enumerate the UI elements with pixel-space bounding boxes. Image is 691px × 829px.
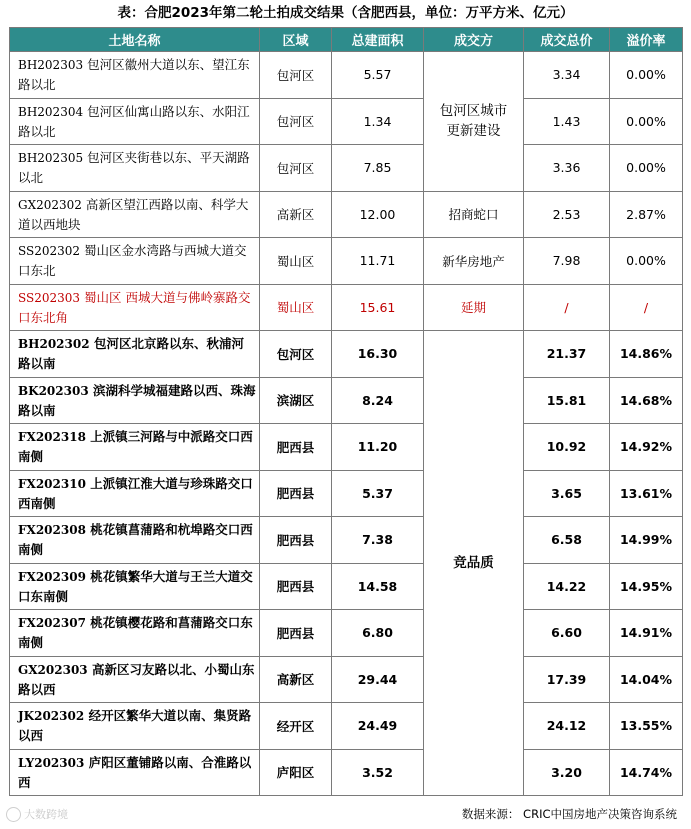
area-cell: 6.80 <box>332 610 424 657</box>
land-code: FX202308 <box>18 523 86 538</box>
land-name-cell <box>10 563 260 610</box>
premium-cell: 14.91% <box>610 610 683 657</box>
area-cell: 5.57 <box>332 52 424 99</box>
price-cell: 2.53 <box>524 191 610 238</box>
header-premium: 溢价率 <box>610 28 683 52</box>
area-cell: 7.38 <box>332 517 424 564</box>
header-district: 区域 <box>260 28 332 52</box>
header-price: 成交总价 <box>524 28 610 52</box>
land-name-cell <box>10 284 260 331</box>
land-code: BK202303 <box>18 383 89 398</box>
buyer-cell: 新华房地产 <box>424 238 524 285</box>
land-code: FX202307 <box>18 616 86 631</box>
land-name-cell <box>10 656 260 703</box>
price-cell: 10.92 <box>524 424 610 471</box>
area-cell: 8.24 <box>332 377 424 424</box>
area-cell: 14.58 <box>332 563 424 610</box>
area-cell: 3.52 <box>332 749 424 796</box>
land-code: LY202303 <box>18 755 85 770</box>
land-code: SS202302 <box>18 244 81 259</box>
price-cell: 1.43 <box>524 98 610 145</box>
premium-cell: 13.55% <box>610 703 683 750</box>
premium-cell: 14.95% <box>610 563 683 610</box>
land-code: JK202302 <box>18 709 85 724</box>
district-cell: 高新区 <box>260 656 332 703</box>
district-cell: 包河区 <box>260 98 332 145</box>
header-area: 总建面积 <box>332 28 424 52</box>
land-code: GX202303 <box>18 662 88 677</box>
premium-cell: 13.61% <box>610 470 683 517</box>
district-cell: 肥西县 <box>260 563 332 610</box>
district-cell: 包河区 <box>260 52 332 99</box>
land-name-cell <box>10 331 260 378</box>
price-cell: / <box>524 284 610 331</box>
table-row <box>10 703 683 750</box>
area-cell: 16.30 <box>332 331 424 378</box>
price-cell: 15.81 <box>524 377 610 424</box>
price-cell: 7.98 <box>524 238 610 285</box>
area-cell: 24.49 <box>332 703 424 750</box>
premium-cell: / <box>610 284 683 331</box>
district-cell: 肥西县 <box>260 470 332 517</box>
land-code: FX202309 <box>18 569 86 584</box>
area-cell: 29.44 <box>332 656 424 703</box>
header-land: 土地名称 <box>10 28 260 52</box>
area-cell: 15.61 <box>332 284 424 331</box>
premium-cell: 14.68% <box>610 377 683 424</box>
land-name: 包河区北京路以东、秋浦河路以南 <box>18 336 244 372</box>
price-cell: 3.36 <box>524 145 610 192</box>
land-name: 包河区徽州大道以东、望江东路以北 <box>18 57 250 93</box>
land-name: 高新区习友路以北、小蜀山东路以西 <box>18 661 255 697</box>
land-name: 蜀山区 西城大道与佛岭寨路交口东北角 <box>18 289 251 325</box>
district-cell: 肥西县 <box>260 424 332 471</box>
district-cell: 蜀山区 <box>260 238 332 285</box>
land-code: GX202302 <box>18 197 82 212</box>
header-buyer: 成交方 <box>424 28 524 52</box>
header-row <box>10 28 683 52</box>
district-cell: 包河区 <box>260 331 332 378</box>
land-code: BH202303 <box>18 58 84 73</box>
area-cell: 1.34 <box>332 98 424 145</box>
land-name-cell <box>10 703 260 750</box>
price-cell: 6.60 <box>524 610 610 657</box>
district-cell: 肥西县 <box>260 610 332 657</box>
table-row-postponed <box>10 284 683 331</box>
district-cell: 包河区 <box>260 145 332 192</box>
premium-cell: 14.04% <box>610 656 683 703</box>
table-row <box>10 517 683 564</box>
price-cell: 6.58 <box>524 517 610 564</box>
premium-cell: 14.74% <box>610 749 683 796</box>
price-cell: 24.12 <box>524 703 610 750</box>
land-name-cell <box>10 610 260 657</box>
land-name: 高新区望江西路以南、科学大道以西地块 <box>18 196 249 232</box>
land-name: 桃花镇繁华大道与王兰大道交口东南侧 <box>18 568 253 604</box>
area-cell: 5.37 <box>332 470 424 517</box>
premium-cell: 2.87% <box>610 191 683 238</box>
premium-cell: 0.00% <box>610 52 683 99</box>
land-name-cell <box>10 145 260 192</box>
land-name: 上派镇三河路与中派路交口西南侧 <box>18 429 253 465</box>
district-cell: 高新区 <box>260 191 332 238</box>
table-row <box>10 238 683 285</box>
premium-cell: 0.00% <box>610 145 683 192</box>
table-row <box>10 191 683 238</box>
footer <box>0 800 691 829</box>
premium-cell: 14.92% <box>610 424 683 471</box>
watermark <box>6 806 68 822</box>
table-row <box>10 424 683 471</box>
district-cell: 经开区 <box>260 703 332 750</box>
buyer-cell: 招商蛇口 <box>424 191 524 238</box>
table-row <box>10 145 683 192</box>
premium-cell: 14.86% <box>610 331 683 378</box>
table-row <box>10 610 683 657</box>
buyer-cell-baohe-group: 包河区城市更新建设 <box>424 52 524 192</box>
area-cell: 7.85 <box>332 145 424 192</box>
price-cell: 17.39 <box>524 656 610 703</box>
land-name-cell <box>10 749 260 796</box>
premium-cell: 0.00% <box>610 238 683 285</box>
table-row <box>10 52 683 99</box>
land-name-cell <box>10 424 260 471</box>
land-name: 滨湖科学城福建路以西、珠海路以南 <box>18 382 256 418</box>
table-row <box>10 331 683 378</box>
land-code: BH202302 <box>18 337 90 352</box>
land-name: 桃花镇菖蒲路和杭埠路交口西南侧 <box>18 522 253 558</box>
land-name-cell <box>10 377 260 424</box>
table-row <box>10 377 683 424</box>
price-cell: 3.65 <box>524 470 610 517</box>
land-name-cell <box>10 191 260 238</box>
land-name: 蜀山区金水湾路与西城大道交口东北 <box>18 243 247 279</box>
land-name: 经开区繁华大道以南、集贤路以西 <box>18 708 252 744</box>
land-name-cell <box>10 470 260 517</box>
table-row <box>10 98 683 145</box>
land-name-cell <box>10 517 260 564</box>
land-name: 包河区仙寓山路以东、水阳江路以北 <box>18 103 250 139</box>
land-code: BH202304 <box>18 104 84 119</box>
table-row <box>10 470 683 517</box>
table-row <box>10 563 683 610</box>
land-code: FX202318 <box>18 430 86 445</box>
area-cell: 11.20 <box>332 424 424 471</box>
land-name: 上派镇江淮大道与珍珠路交口西南侧 <box>18 475 253 511</box>
land-code: SS202303 <box>18 290 81 305</box>
land-name-cell <box>10 238 260 285</box>
land-code: BH202305 <box>18 151 84 166</box>
watermark-logo-icon <box>6 807 21 822</box>
data-source: 数据来源： CRIC中国房地产决策咨询系统 <box>461 807 677 821</box>
land-name: 庐阳区董铺路以南、合淮路以西 <box>18 754 252 790</box>
price-cell: 14.22 <box>524 563 610 610</box>
price-cell: 3.34 <box>524 52 610 99</box>
watermark-text: 大数跨境 <box>24 808 68 821</box>
district-cell: 蜀山区 <box>260 284 332 331</box>
district-cell: 庐阳区 <box>260 749 332 796</box>
land-code: FX202310 <box>18 476 86 491</box>
table-row <box>10 749 683 796</box>
district-cell: 滨湖区 <box>260 377 332 424</box>
land-name: 包河区夹街巷以东、平天湖路以北 <box>18 150 250 186</box>
area-cell: 12.00 <box>332 191 424 238</box>
table-title: 表：合肥2023年第二轮土拍成交结果（含肥西县，单位：万平方米、亿元） <box>117 5 574 21</box>
buyer-cell-competitive-group: 竞品质 <box>424 331 524 796</box>
area-cell: 11.71 <box>332 238 424 285</box>
premium-cell: 0.00% <box>610 98 683 145</box>
land-auction-table <box>9 27 683 796</box>
district-cell: 肥西县 <box>260 517 332 564</box>
price-cell: 3.20 <box>524 749 610 796</box>
land-name: 桃花镇樱花路和菖蒲路交口东南侧 <box>18 615 253 651</box>
premium-cell: 14.99% <box>610 517 683 564</box>
buyer-cell: 延期 <box>424 284 524 331</box>
table-row <box>10 656 683 703</box>
land-name-cell <box>10 52 260 99</box>
land-name-cell <box>10 98 260 145</box>
price-cell: 21.37 <box>524 331 610 378</box>
